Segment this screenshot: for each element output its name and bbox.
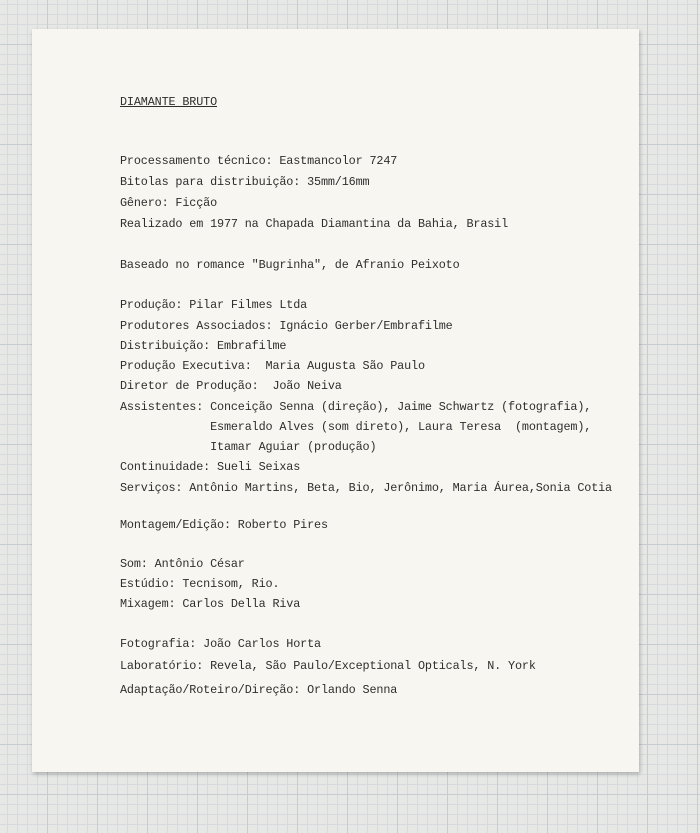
line-laboratorio: Laboratório: Revela, São Paulo/Exceptional Opticals, N. York	[120, 659, 536, 673]
line-estudio: Estúdio: Tecnisom, Rio.	[120, 577, 280, 591]
line-assistentes-2: Esmeraldo Alves (som direto), Laura Teresa (montagem),	[120, 420, 592, 434]
line-realizado: Realizado em 1977 na Chapada Diamantina da Bahia, Brasil	[120, 217, 509, 231]
line-genero: Gênero: Ficção	[120, 196, 218, 210]
line-servicos: Serviços: Antônio Martins, Beta, Bio, Jerônimo, Maria Áurea,Sonia Cotia	[120, 481, 612, 495]
line-som: Som: Antônio César	[120, 557, 245, 571]
line-mixagem: Mixagem: Carlos Della Riva	[120, 597, 301, 611]
line-adaptacao: Adaptação/Roteiro/Direção: Orlando Senna	[120, 683, 398, 697]
line-montagem: Montagem/Edição: Roberto Pires	[120, 518, 328, 532]
line-baseado: Baseado no romance "Bugrinha", de Afranio Peixoto	[120, 258, 460, 272]
line-producao-executiva: Produção Executiva: Maria Augusta São Paulo	[120, 359, 425, 373]
line-distribuicao: Distribuição: Embrafilme	[120, 339, 287, 353]
line-produtores: Produtores Associados: Ignácio Gerber/Embrafilme	[120, 319, 453, 333]
document-title: DIAMANTE BRUTO	[120, 95, 218, 109]
line-assistentes-1: Assistentes: Conceição Senna (direção), Jaime Schwartz (fotografia),	[120, 400, 592, 414]
line-continuidade: Continuidade: Sueli Seixas	[120, 460, 301, 474]
line-assistentes-3: Itamar Aguiar (produção)	[120, 440, 377, 454]
line-processamento: Processamento técnico: Eastmancolor 7247	[120, 154, 398, 168]
line-fotografia: Fotografia: João Carlos Horta	[120, 637, 321, 651]
line-producao: Produção: Pilar Filmes Ltda	[120, 298, 308, 312]
line-diretor-producao: Diretor de Produção: João Neiva	[120, 379, 342, 393]
line-bitolas: Bitolas para distribuição: 35mm/16mm	[120, 175, 370, 189]
